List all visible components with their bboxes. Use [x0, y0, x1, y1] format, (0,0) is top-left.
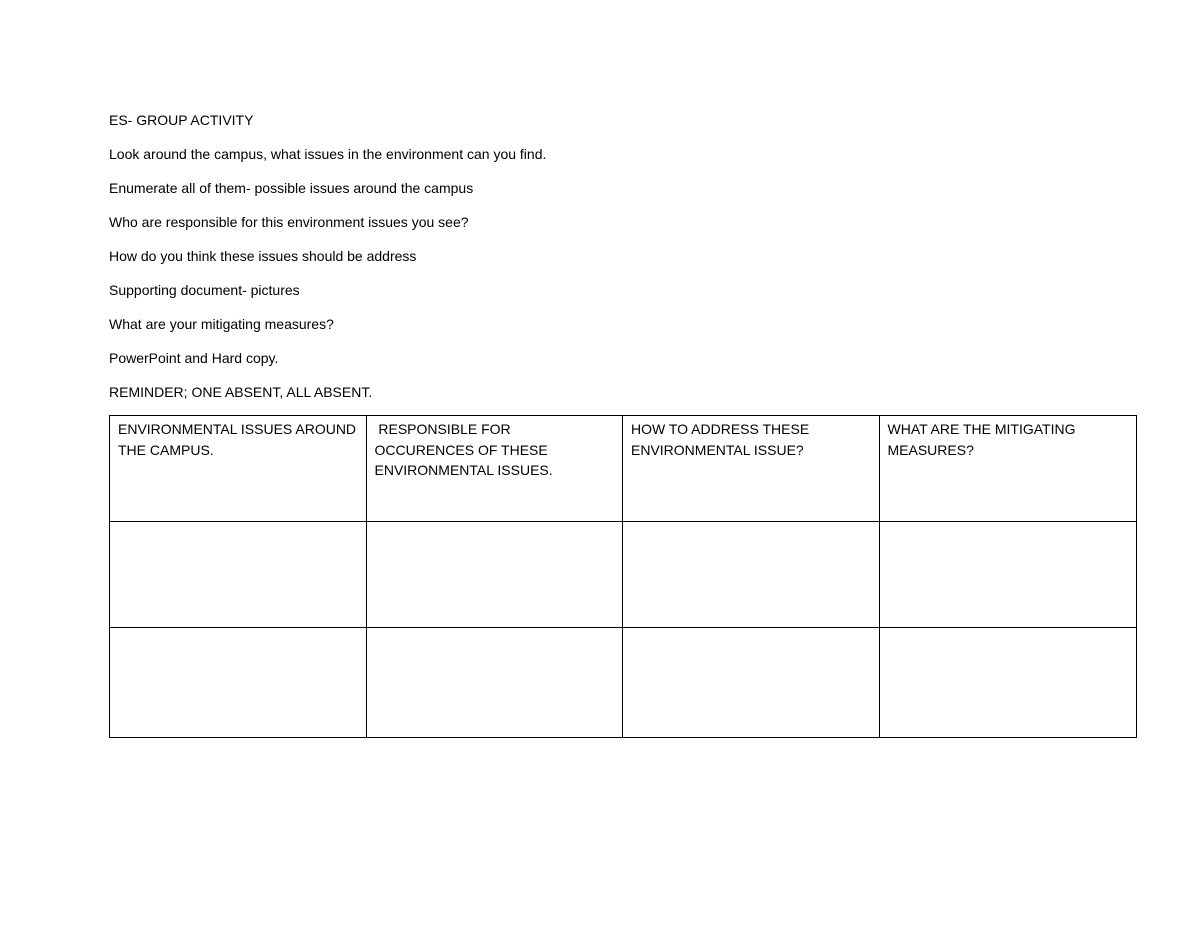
instruction-line-6: What are your mitigating measures? [109, 315, 334, 332]
table-row [110, 522, 1137, 628]
table-cell [366, 522, 623, 628]
table-cell [623, 628, 880, 738]
table-cell [879, 522, 1137, 628]
instruction-line-5: Supporting document- pictures [109, 281, 300, 298]
table-cell [110, 522, 367, 628]
instruction-line-3: Who are responsible for this environment issues you see? [109, 213, 469, 230]
instruction-line-1: Look around the campus, what issues in the environment can you find. [109, 145, 547, 162]
table-cell [879, 628, 1137, 738]
table-cell [623, 522, 880, 628]
activity-title: ES- GROUP ACTIVITY [109, 112, 254, 128]
instruction-block [109, 110, 1109, 416]
instruction-line-4: How do you think these issues should be address [109, 247, 417, 264]
header-cell-address: HOW TO ADDRESS THESE ENVIRONMENTAL ISSUE? [623, 416, 880, 522]
header-cell-issues: ENVIRONMENTAL ISSUES AROUND THE CAMPUS. [110, 416, 367, 522]
instruction-line-2: Enumerate all of them- possible issues around the campus [109, 179, 474, 196]
table-cell [110, 628, 367, 738]
instruction-line-7: PowerPoint and Hard copy. [109, 350, 279, 367]
header-cell-responsible: RESPONSIBLE FOR OCCURENCES OF THESE ENVIRONMENTAL ISSUES. [366, 416, 623, 522]
table-cell [366, 628, 623, 738]
table-header-row [110, 416, 1137, 522]
table-row [110, 628, 1137, 738]
reminder-line: REMINDER; ONE ABSENT, ALL ABSENT. [109, 384, 373, 401]
header-cell-mitigating: WHAT ARE THE MITIGATING MEASURES? [879, 416, 1137, 522]
activity-table [109, 415, 1137, 738]
